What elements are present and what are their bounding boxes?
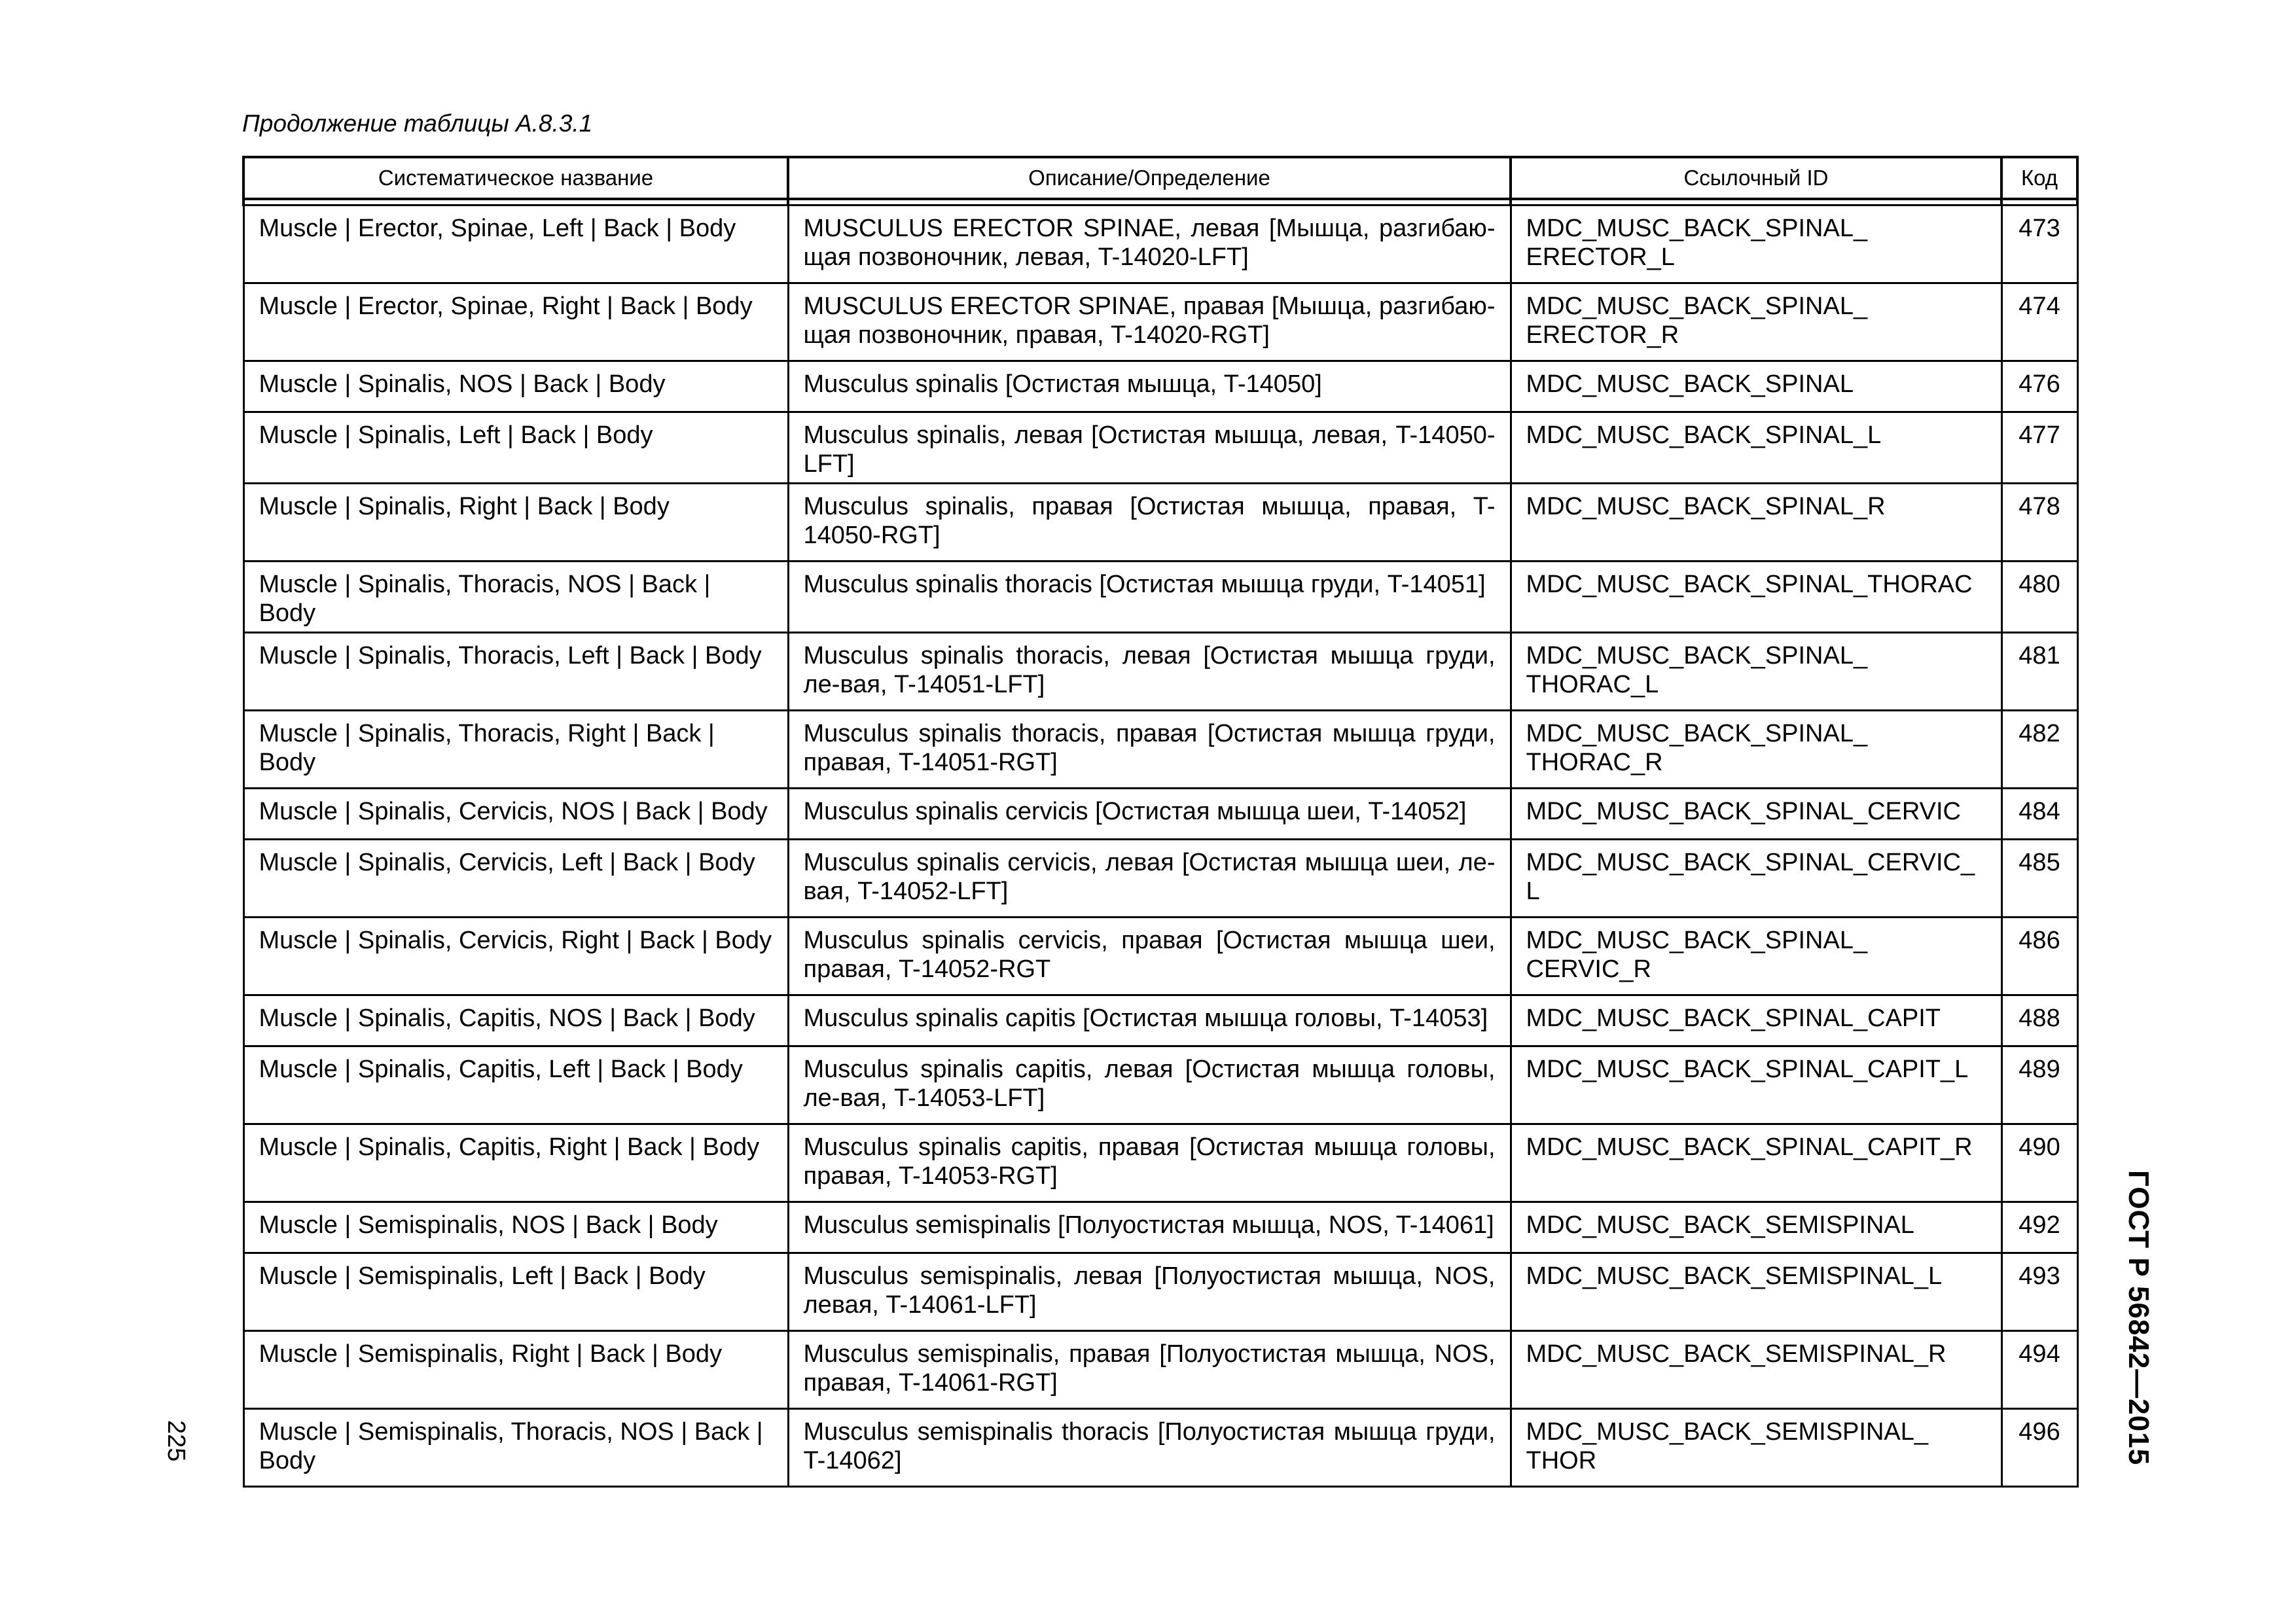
cell-code: 473 <box>2001 205 2077 283</box>
table-row <box>243 1202 2077 1253</box>
cell-reference-id: MDC_MUSC_BACK_SPINAL_ CERVIC_R <box>1511 918 2001 995</box>
table-row <box>243 283 2077 361</box>
cell-code: 480 <box>2001 562 2077 633</box>
cell-description: Musculus spinalis, правая [Остистая мышца, правая, T-14050-RGT] <box>788 484 1511 562</box>
cell-description: Musculus spinalis capitis, правая [Остистая мышца головы, правая, T-14053-RGT] <box>788 1124 1511 1202</box>
table-row <box>243 789 2077 840</box>
cell-description: Musculus spinalis capitis, левая [Остистая мышца головы, ле-вая, T-14053-LFT] <box>788 1046 1511 1124</box>
cell-code: 493 <box>2001 1253 2077 1331</box>
table-row <box>243 1331 2077 1409</box>
table-caption: Продолжение таблицы А.8.3.1 <box>242 110 593 137</box>
cell-reference-id: MDC_MUSC_BACK_SPINAL_THORAC <box>1511 562 2001 633</box>
cell-description: Musculus semispinalis thoracis [Полуостистая мышца груди, T-14062] <box>788 1409 1511 1487</box>
cell-description: Musculus spinalis capitis [Остистая мышца головы, T-14053] <box>788 995 1511 1046</box>
cell-name: Muscle | Spinalis, Left | Back | Body <box>243 412 788 484</box>
cell-code: 477 <box>2001 412 2077 484</box>
cell-reference-id: MDC_MUSC_BACK_SPINAL_ THORAC_L <box>1511 633 2001 711</box>
cell-code: 494 <box>2001 1331 2077 1409</box>
cell-description: MUSCULUS ERECTOR SPINAE, левая [Мышца, разгибаю-щая позвоночник, левая, T-14020-LFT] <box>788 205 1511 283</box>
cell-name: Muscle | Spinalis, Right | Back | Body <box>243 484 788 562</box>
header-description: Описание/Определение <box>788 157 1511 199</box>
cell-name: Muscle | Spinalis, Cervicis, NOS | Back | Body <box>243 789 788 840</box>
cell-description: Musculus spinalis cervicis [Остистая мышца шеи, T-14052] <box>788 789 1511 840</box>
cell-description: Musculus spinalis, левая [Остистая мышца, левая, T-14050-LFT] <box>788 412 1511 484</box>
cell-reference-id: MDC_MUSC_BACK_SPINAL <box>1511 361 2001 412</box>
cell-code: 484 <box>2001 789 2077 840</box>
table-row <box>243 1046 2077 1124</box>
table-row <box>243 840 2077 918</box>
cell-code: 485 <box>2001 840 2077 918</box>
cell-name: Muscle | Spinalis, Thoracis, NOS | Back | Body <box>243 562 788 633</box>
cell-reference-id: MDC_MUSC_BACK_SPINAL_CERVIC_L <box>1511 840 2001 918</box>
cell-description: Musculus spinalis cervicis, левая [Остистая мышца шеи, ле-вая, T-14052-LFT] <box>788 840 1511 918</box>
cell-description: Musculus spinalis thoracis [Остистая мышца груди, T-14051] <box>788 562 1511 633</box>
table-row <box>243 1253 2077 1331</box>
cell-code: 486 <box>2001 918 2077 995</box>
cell-reference-id: MDC_MUSC_BACK_SPINAL_L <box>1511 412 2001 484</box>
table-row <box>243 205 2077 283</box>
table-row <box>243 361 2077 412</box>
cell-reference-id: MDC_MUSC_BACK_SPINAL_ ERECTOR_L <box>1511 205 2001 283</box>
cell-reference-id: MDC_MUSC_BACK_SEMISPINAL_ THOR <box>1511 1409 2001 1487</box>
page-number: 225 <box>162 1420 190 1462</box>
cell-reference-id: MDC_MUSC_BACK_SPINAL_CAPIT <box>1511 995 2001 1046</box>
cell-reference-id: MDC_MUSC_BACK_SPINAL_CAPIT_L <box>1511 1046 2001 1124</box>
table-row <box>243 918 2077 995</box>
cell-name: Muscle | Spinalis, Cervicis, Left | Back | Body <box>243 840 788 918</box>
cell-name: Muscle | Spinalis, Capitis, NOS | Back | Body <box>243 995 788 1046</box>
table-row <box>243 711 2077 789</box>
table-row <box>243 1409 2077 1487</box>
cell-description: Musculus semispinalis, правая [Полуостистая мышца, NOS, правая, T-14061-RGT] <box>788 1331 1511 1409</box>
cell-code: 478 <box>2001 484 2077 562</box>
header-systematic-name: Систематическое название <box>243 157 788 199</box>
header-code: Код <box>2001 157 2077 199</box>
cell-reference-id: MDC_MUSC_BACK_SPINAL_R <box>1511 484 2001 562</box>
cell-name: Muscle | Spinalis, Capitis, Left | Back | Body <box>243 1046 788 1124</box>
cell-name: Muscle | Semispinalis, Thoracis, NOS | Back | Body <box>243 1409 788 1487</box>
cell-name: Muscle | Spinalis, Thoracis, Left | Back | Body <box>243 633 788 711</box>
document-standard-id: ГОСТ Р 56842—2015 <box>2123 1170 2155 1466</box>
cell-description: Musculus spinalis thoracis, левая [Остистая мышца груди, ле-вая, T-14051-LFT] <box>788 633 1511 711</box>
cell-name: Muscle | Erector, Spinae, Left | Back | Body <box>243 205 788 283</box>
cell-reference-id: MDC_MUSC_BACK_SPINAL_ THORAC_R <box>1511 711 2001 789</box>
cell-code: 489 <box>2001 1046 2077 1124</box>
cell-code: 474 <box>2001 283 2077 361</box>
table-row <box>243 633 2077 711</box>
cell-name: Muscle | Spinalis, Capitis, Right | Back | Body <box>243 1124 788 1202</box>
header-reference-id: Ссылочный ID <box>1511 157 2001 199</box>
cell-name: Muscle | Spinalis, Thoracis, Right | Back | Body <box>243 711 788 789</box>
cell-code: 488 <box>2001 995 2077 1046</box>
table-row <box>243 562 2077 633</box>
cell-code: 482 <box>2001 711 2077 789</box>
table-row <box>243 1124 2077 1202</box>
cell-name: Muscle | Semispinalis, NOS | Back | Body <box>243 1202 788 1253</box>
cell-reference-id: MDC_MUSC_BACK_SPINAL_CERVIC <box>1511 789 2001 840</box>
cell-name: Muscle | Erector, Spinae, Right | Back | Body <box>243 283 788 361</box>
cell-description: Musculus semispinalis, левая [Полуостистая мышца, NOS, левая, T-14061-LFT] <box>788 1253 1511 1331</box>
cell-reference-id: MDC_MUSC_BACK_SEMISPINAL_R <box>1511 1331 2001 1409</box>
cell-reference-id: MDC_MUSC_BACK_SPINAL_ ERECTOR_R <box>1511 283 2001 361</box>
cell-name: Muscle | Spinalis, NOS | Back | Body <box>243 361 788 412</box>
cell-reference-id: MDC_MUSC_BACK_SEMISPINAL <box>1511 1202 2001 1253</box>
header-row <box>243 157 2077 199</box>
cell-description: Musculus spinalis cervicis, правая [Остистая мышца шеи, правая, T-14052-RGT <box>788 918 1511 995</box>
table-row <box>243 995 2077 1046</box>
cell-description: Musculus spinalis [Остистая мышца, T-14050] <box>788 361 1511 412</box>
header-divider <box>243 199 2077 205</box>
cell-reference-id: MDC_MUSC_BACK_SEMISPINAL_L <box>1511 1253 2001 1331</box>
cell-reference-id: MDC_MUSC_BACK_SPINAL_CAPIT_R <box>1511 1124 2001 1202</box>
cell-description: Musculus semispinalis [Полуостистая мышца, NOS, T-14061] <box>788 1202 1511 1253</box>
cell-code: 492 <box>2001 1202 2077 1253</box>
data-table <box>242 156 2079 1488</box>
cell-name: Muscle | Spinalis, Cervicis, Right | Back | Body <box>243 918 788 995</box>
cell-code: 476 <box>2001 361 2077 412</box>
cell-name: Muscle | Semispinalis, Left | Back | Body <box>243 1253 788 1331</box>
cell-code: 496 <box>2001 1409 2077 1487</box>
cell-description: Musculus spinalis thoracis, правая [Остистая мышца груди, правая, T-14051-RGT] <box>788 711 1511 789</box>
table-row <box>243 484 2077 562</box>
cell-description: MUSCULUS ERECTOR SPINAE, правая [Мышца, разгибаю-щая позвоночник, правая, T-14020-RGT] <box>788 283 1511 361</box>
cell-name: Muscle | Semispinalis, Right | Back | Body <box>243 1331 788 1409</box>
cell-code: 490 <box>2001 1124 2077 1202</box>
cell-code: 481 <box>2001 633 2077 711</box>
table-row <box>243 412 2077 484</box>
